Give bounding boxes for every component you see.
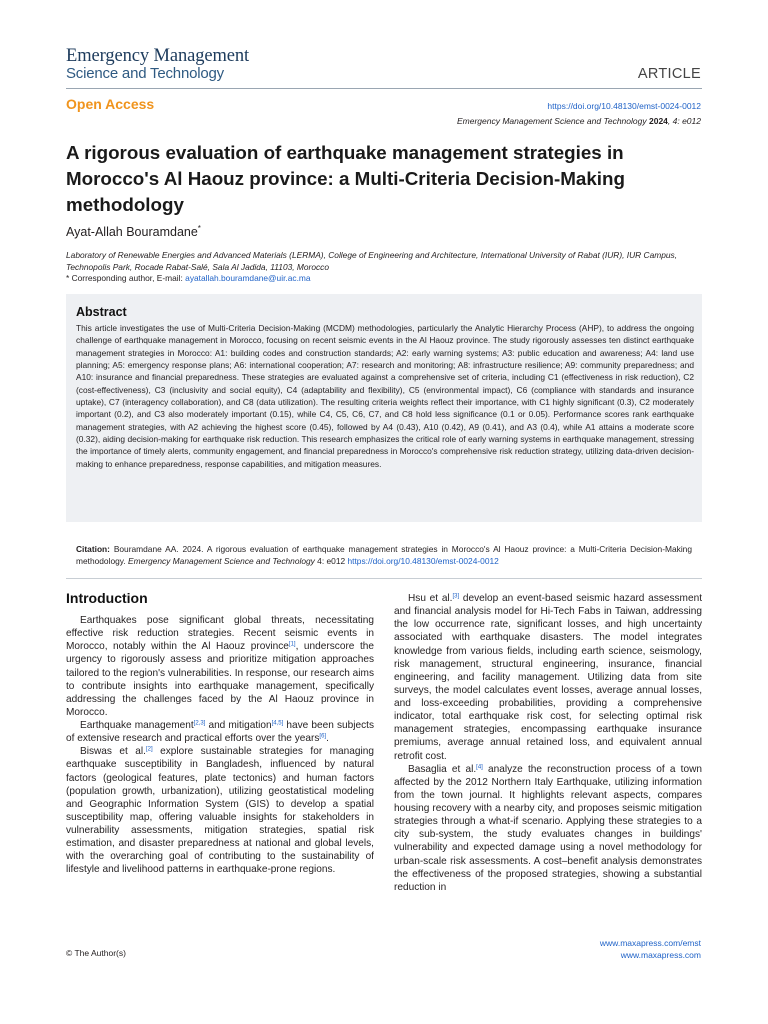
citation-volume: 4: e012: [314, 556, 348, 567]
citation-journal: Emergency Management Science and Technology: [128, 556, 315, 567]
left-column: [66, 614, 374, 877]
article-type-label: ARTICLE: [637, 66, 701, 82]
paragraph-text: Earthquakes pose significant global threats, necessitating effective risk reduction strategies. Recent seismic events in Morocco, notably within the Al Haouz province: [66, 615, 374, 653]
reference-link[interactable]: [4,5]: [271, 720, 284, 727]
paragraph-text: Basaglia et al.: [408, 763, 477, 775]
paragraph: [66, 719, 374, 745]
copyright-notice: © The Author(s): [66, 948, 126, 958]
paragraph-text: Biswas et al.: [80, 746, 146, 758]
right-column: [394, 592, 702, 894]
journal-citation-year: 2024: [648, 116, 668, 126]
author-name: Ayat-Allah Bouramdane: [66, 225, 198, 240]
publisher-website-link[interactable]: www.maxapress.com: [620, 950, 701, 960]
corresponding-email-link[interactable]: ayatallah.bouramdane@uir.ac.ma: [185, 273, 311, 283]
open-access-label: Open Access: [66, 96, 155, 112]
reference-link[interactable]: [1]: [288, 641, 296, 648]
introduction-heading: Introduction: [66, 590, 148, 606]
corresponding-label: * Corresponding author, E-mail:: [66, 273, 186, 283]
abstract-heading: Abstract: [76, 305, 127, 319]
citation-text: Bouramdane AA. 2024. A rigorous evaluation of earthquake management strategies in Morocco's Al Haouz province: a Multi-Criteria Decision-Making methodology.: [76, 544, 692, 567]
paragraph-text: have been subjects of extensive research and practical efforts over the years: [66, 720, 374, 745]
paragraph-text: Earthquake management: [80, 720, 194, 731]
paragraph-text: , underscore the urgency to rigorously assess and prioritize mitigation approaches tailored to the region's vulnerabilities. In response, our research aims to contribute insights into earthquake management, specifically addressing the challenges faced by the Al Haouz province in Morocco.: [66, 641, 374, 718]
journal-citation-volume: , 4: e012: [667, 116, 701, 126]
journal-citation-journal: Emergency Management Science and Technology: [456, 116, 647, 126]
citation-block: [76, 543, 692, 568]
doi-link[interactable]: https://doi.org/10.48130/emst-0024-0012: [547, 101, 701, 111]
paragraph-text: explore sustainable strategies for managing earthquake susceptibility in Bangladesh, influenced by natural factors (geological features, plate tectonics) and human factors (population growth, urbanization), utilizing geostatistical modeling and Geographic Information System (GIS) to develop a spatial susceptibility map, offering valuable insights for stakeholders in vulnerability assessments, mitigation strategies, spatial risk estimation, and disaster preparedness at national and global levels, with the overarching goal of contributing to the sustainability of lifestyle and livelihood patterns in earthquake-prone regions.: [66, 746, 374, 876]
journal-website-link[interactable]: www.maxapress.com/emst: [599, 938, 701, 948]
abstract-text: This article investigates the use of Multi-Criteria Decision-Making (MCDM) methodologies, particularly the Analytic Hierarchy Process (AHP), to address the ongoing challenge of earthquake management in Morocco, focusing on recent seismic events in the Al Haouz province. The study rigorously assesses ten distinct earthquake management strategies in Morocco: A1: building codes and construction standards; A2: early warning systems; A3: public education and awareness; A4: land use planning; A5: emergency response plans; A6: international cooperation; A7: research and monitoring; A8: infrastructure resilience; A9: community preparedness; and A10: insurance and financial preparedness. These strategies are evaluated against a comprehensive set of criteria, including C1 (effectiveness in risk reduction), C2 (cost-effectiveness), C3 (inclusivity and social equity), C4 (adaptability and flexibility), C5 (environmental impact), C6 (compliance with standards and insurance uptake), C7 (interagency collaboration), and C8 (data utilization). The resulting criteria weights reflect their importance, with C1 highly significant (0.3), C2 moderately important (0.2), and C3 also moderately important (0.15), while C4, C5, C6, C7, and C8 hold less significance (0.1 or 0.05). Performance scores rank earthquake management strategies, with A2 achieving the highest score (0.45), followed by A4 (0.43), A10 (0.42), A9 (0.41), and A3 (0.4), while A1 attains a moderate score (0.32), aiding decision-making for earthquake risk reduction. This research emphasizes the critical role of early warning systems in earthquake management, stressing the importance of timely alerts, community engagement, and financial preparedness in Morocco's comprehensive risk reduction strategy, utilizing data-driven decision-making to enhance preparedness, response capabilities, and mitigation measures.: [76, 323, 694, 469]
paragraph: [66, 614, 374, 719]
paragraph-text: and mitigation: [205, 720, 272, 731]
header-divider: [66, 88, 702, 89]
paragraph-text: .: [326, 733, 329, 745]
journal-citation-line: [457, 116, 701, 126]
journal-subtitle: Science and Technology: [66, 65, 224, 82]
citation-doi-link[interactable]: https://doi.org/10.48130/emst-0024-0012: [347, 556, 499, 567]
paragraph: [66, 745, 374, 876]
article-title: A rigorous evaluation of earthquake management strategies in Morocco's Al Haouz province: a Multi-Criteria Decision-Making methodology: [66, 142, 625, 215]
section-divider: [66, 578, 702, 579]
paragraph: [394, 763, 702, 894]
reference-link[interactable]: [2]: [145, 746, 153, 753]
reference-link[interactable]: [6]: [319, 733, 327, 740]
reference-link[interactable]: [2,3]: [193, 720, 206, 727]
citation-label: Citation:: [76, 544, 110, 554]
author-line: [66, 224, 201, 239]
paragraph: [394, 592, 702, 763]
journal-name: Emergency Management: [66, 46, 250, 66]
corresponding-author: [66, 273, 311, 283]
paragraph-text: Hsu et al.: [408, 593, 453, 604]
reference-link[interactable]: [4]: [476, 764, 483, 771]
affiliation: Laboratory of Renewable Energies and Advanced Materials (LERMA), College of Engineering and Architecture, International University of Rabat (IUR), IUR Campus, Technopolis Park, Rocade Rabat-Salé, Sala Al Jadida, 11103, Morocco: [66, 250, 678, 272]
author-marker: *: [197, 224, 201, 233]
reference-link[interactable]: [3]: [452, 593, 460, 600]
paragraph-text: develop an event-based seismic hazard assessment and financial analysis model for Hi-Tech Fabs in Taiwan, addressing the low occurrence rate, significant losses, and high uncertainty associated with earthquake disasters. The model integrates knowledge from various fields, including earth science, seismology, risk management, structural engineering, insurance, financial engineering, and facility management. Utilizing data from site surveys, the model calculates event losses, average annual losses, and loss-exceeding probabilities, providing a comprehensive indicator, total earthquake risk cost, for selecting optimal risk management strategies, encompassing earthquake insurance premiums, average annual retained loss, and equivalent annual retrofit cost.: [394, 593, 702, 762]
paragraph-text: analyze the reconstruction process of a town affected by the 2012 Northern Italy Earthquake, utilizing information from the town journal. It highlights relevant aspects, compares housing recovery with a nearby city, and proposes seismic mitigation strategies through a what-if scenario. Applying these strategies to a city sub-system, the study evaluates changes in buildings' vulnerability and expected damage using a novel methodology for urban-scale risk assessments. A cost–benefit analysis demonstrates the effectiveness of the proposed strategies, showing a substantial reduction in: [394, 763, 702, 893]
